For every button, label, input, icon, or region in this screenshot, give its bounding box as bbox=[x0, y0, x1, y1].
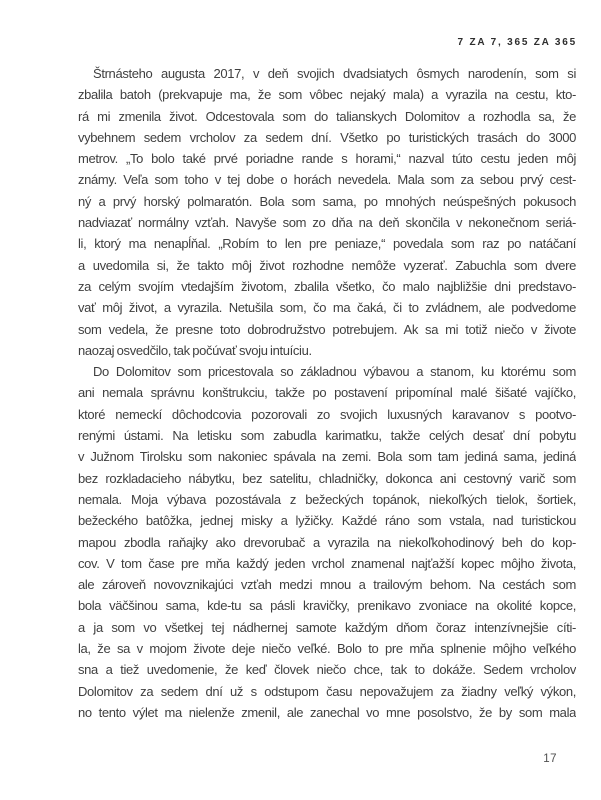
text-line: ktoré nemeckí dôchodcovia pozorovali zo svojich luxusných karavanov s pootvo- bbox=[78, 406, 576, 422]
page-number: 17 bbox=[543, 753, 557, 765]
text-block bbox=[78, 63, 576, 723]
text-line: sna a tiež uvedomenie, že keď človek niečo chce, tak to dokáže. Sedem vrcholov bbox=[78, 662, 576, 678]
text-line: rá mi zmenila život. Odcestovala som do talianskych Dolomitov a rozhodla sa, že bbox=[78, 108, 576, 124]
text-line: ný a prvý horský polmaratón. Bola som sama, po mnohých neúspešných pokusoch bbox=[78, 193, 576, 209]
text-line: li, ktorý ma nenapĺňal. „Robím to len pre peniaze,“ povedala som raz po natáčaní bbox=[78, 236, 576, 252]
text-line: la, že sa v mojom živote deje niečo veľké. Bolo to pre mňa splnenie môjho veľkého bbox=[78, 641, 576, 657]
text-line: zbalila batoh (prekvapuje ma, že som vôbec nejaký mala) a vyrazila na cestu, kto- bbox=[78, 87, 576, 103]
text-line: nadviazať normálny vzťah. Navyše som zo dňa na deň skončila v nekonečnom seriá- bbox=[78, 215, 576, 231]
paragraph bbox=[78, 361, 576, 723]
text-line: som vedela, že presne toto dobrodružstvo potrebujem. Ak sa mi totiž niečo v živote bbox=[78, 321, 576, 337]
text-line: vybehnem sedem vrcholov za sedem dní. Všetko po turistických trasách do 3000 bbox=[78, 129, 576, 145]
text-line: Do Dolomitov som pricestovala so základnou výbavou a stanom, ku ktorému som bbox=[93, 364, 576, 380]
text-line: naozaj osvedčilo, tak počúvať svoju intuíciu. bbox=[78, 342, 312, 358]
text-line: Štrnásteho augusta 2017, v deň svojich dvadsiatych ôsmych narodenín, som si bbox=[93, 66, 576, 81]
text-line: ale zároveň novovznikajúci vzťah medzi mnou a trailovým behom. Na cestách som bbox=[78, 577, 576, 593]
text-line: metrov. „To bolo také prvé poriadne rande s horami,“ nazval túto cestu jeden môj bbox=[78, 151, 576, 167]
text-line: no tento výlet ma nielenže zmenil, ale zanechal vo mne posolstvo, že by som mala bbox=[78, 704, 576, 720]
text-line: Dolomitov za sedem dní už s odstupom času nepovažujem za žiadny veľký výkon, bbox=[78, 683, 576, 699]
text-line: a ja som vo všetkej tej nádhernej samote každým dňom čoraz intenzívnejšie cíti- bbox=[78, 619, 576, 635]
text-line: mapou zbodla raňajky ako drevorubač a vyrazila na niekoľkohodinový beh do kop- bbox=[78, 534, 576, 550]
text-line: bez rozkladacieho nábytku, bez satelitu, chladničky, dokonca ani cestovný varič som bbox=[78, 470, 576, 486]
text-line: renými ústami. Na letisku som zabudla karimatku, takže celých desať dní pobytu bbox=[78, 428, 576, 444]
running-header: 7 ZA 7, 365 ZA 365 bbox=[457, 37, 577, 48]
text-line: cov. V tom čase pre mňa každý jeden vrchol znamenal najťažší kopec môjho života, bbox=[78, 555, 576, 571]
text-line: známy. Veľa som toho v tej dobe o horách nevedela. Mala som za sebou prvý cest- bbox=[78, 172, 576, 188]
text-line: bola väčšinou sama, kde-tu sa pásli kravičky, prenikavo zvoniace na okolité kopce, bbox=[78, 598, 576, 614]
text-line: nemala. Moja výbava pozostávala z bežeckých topánok, niekoľkých tielok, šortiek, bbox=[78, 491, 576, 507]
text-line: vať môj život, a vyrazila. Netušila som, čo ma čaká, či to zvládnem, ale podvedome bbox=[78, 300, 576, 316]
text-line: bežeckého batôžka, jednej misky a lyžičky. Každé ráno som vstala, nad turistickou bbox=[78, 513, 576, 529]
paragraph bbox=[78, 63, 576, 361]
text-line: ani nemala správnu konštrukciu, takže po postavení pripomínal malé šišaté vajíčko, bbox=[78, 385, 576, 401]
text-line: a uvedomila si, že takto môj život rozhodne nemôže vyzerať. Zabuchla som dvere bbox=[78, 257, 576, 273]
text-line: v Južnom Tirolsku som nakoniec spávala na zemi. Bola som tam jediná sama, jediná bbox=[78, 449, 576, 465]
text-line: za celým svojím vtedajším životom, zbalila všetko, čo malo najbližšie dni predstavo- bbox=[78, 278, 576, 294]
